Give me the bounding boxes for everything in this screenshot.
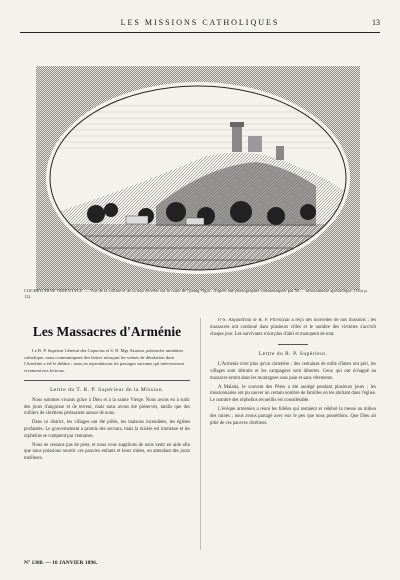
illustration-caption: COCHINCHINE ORIENTALE. — Vue de la colline et de la tour élevées sur la route de Quang-Ngai ; d'après une photographie communiquée par M. ... missionnaire apostolique. (Voir p. 12). [24, 288, 368, 299]
right-column [210, 318, 376, 554]
left-column [24, 318, 190, 554]
paragraph: L'Arménie n'est plus qu'un cimetière ; des centaines de mille d'âmes ont péri, les villages sont détruits et les campagnes sont désertes. Ceux qui ont échappé au massacre errent dans les montagnes sans pain et sans vêtements. [210, 362, 376, 381]
paragraph: Nous ne cessons pas de prier, et nous vous supplions de nous venir en aide afin que nous puissions nourrir ces pauvres enfants et leurs mères, en attendant des jours meilleurs. [24, 442, 190, 462]
separator [24, 380, 190, 381]
engraving-illustration [36, 66, 360, 290]
letter-heading: Lettre du R. P. Supérieur. [258, 351, 328, 358]
paragraph: Dans ce district, les villages ont été pillés, les maisons incendiées, les églises profanées. Le gouvernement a promis des secours, mais la misère est immense et les orphelins se comptent par centaines. [24, 420, 190, 439]
paragraph: Nous sommes vivants grâce à Dieu et à la sainte Vierge. Nous avons eu à subir des jours d'angoisse et de terreur, mais nous avons été préservés, tandis que des milliers de chrétiens périssaient autour de nous. [24, 397, 190, 417]
column-divider [200, 318, 201, 550]
page-number: 13 [372, 18, 380, 27]
paragraph: A Malatia, le couvent des Pères a été assiégé pendant plusieurs jours ; les missionnaires ont pu sauver un certain nombre de familles en les abritant dans l'église. Le nombre des orphelins recueillis est considérable. [210, 384, 376, 404]
letter-heading: Lettre du T. R. P. Supérieur de la Mission. [50, 387, 164, 393]
tower [232, 126, 242, 152]
running-header [20, 18, 380, 33]
article-title: Les Massacres d'Arménie [32, 324, 182, 339]
separator [278, 344, 308, 345]
paragraph: P.-S. Aujourd'hui le R. P. Provincial a reçu des nouvelles de nos missions ; les massacres ont continué dans plusieurs villes et le nombre des victimes s'accroît chaque jour. Les survivants n'ont plus d'abri et manquent de tout. [210, 318, 376, 337]
paragraph: L'évêque arménien a réuni les fidèles qui restaient et célébré la messe au milieu des ruines ; nous avons partagé avec eux le peu que nous possédions. Que Dieu ait pitié de ces pauvres chrétiens. [210, 406, 376, 426]
issue-number: N° 1388. — 10 JANVIER 1896. [24, 560, 98, 566]
intro-paragraph: Le R. P. Suprieur Général des Capucins et S. B. Mgr Azarian, patriarche arménien catholique, nous communiquent des lettres retraçant les scènes de désolation dont l'Arménie a été le théâtre ; nous en reproduisons les passages suivants qui intéresseront vivement nos lecteurs. [24, 348, 184, 373]
journal-title: LES MISSIONS CATHOLIQUES [120, 18, 280, 27]
